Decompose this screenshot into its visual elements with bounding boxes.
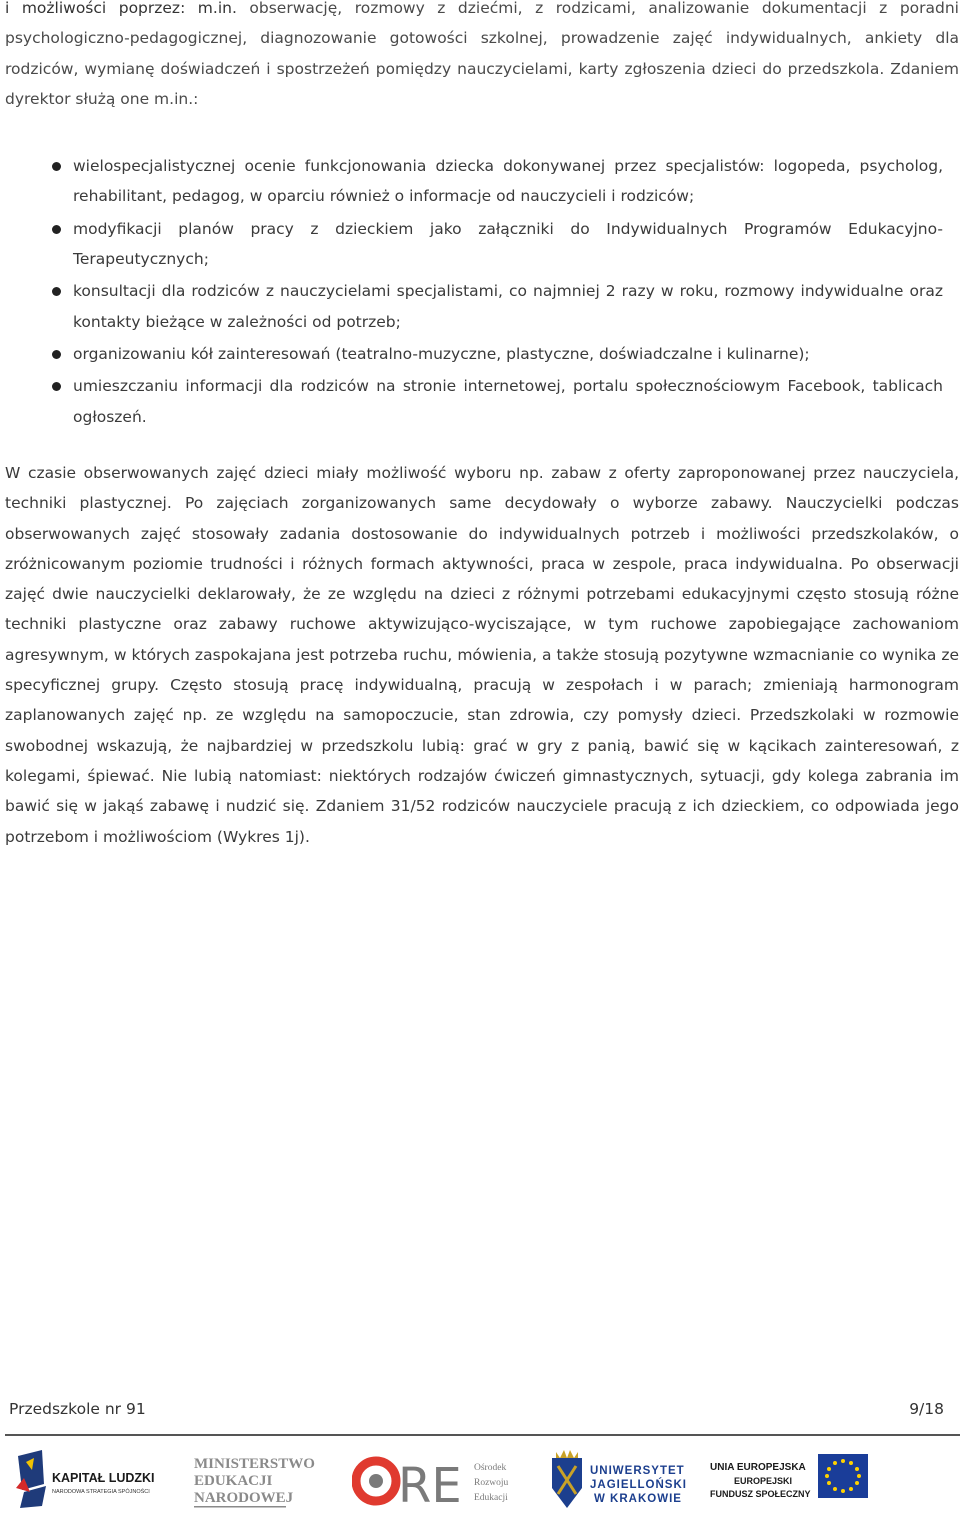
intro-lead: i możliwości poprzez: m.in. (5, 0, 237, 17)
ue-line-2: EUROPEJSKI (734, 1476, 793, 1486)
uj-line-3: W KRAKOWIE (594, 1493, 682, 1505)
footer-divider (5, 1434, 960, 1436)
ore-line-3: Edukacji (474, 1493, 508, 1503)
kl-title: KAPITAŁ LUDZKI (52, 1471, 155, 1485)
list-item-text: modyfikacji planów pracy z dzieckiem jako załączniki do Indywidualnych Programów Edukacyjno-Terapeutycznych; (73, 219, 943, 269)
bullet-dot (52, 162, 61, 171)
list-item-text: konsultacji dla rodziców z nauczycielami specjalistami, co najmniej 2 razy w roku, rozmowy indywidualne oraz kontakty bieżące w zależności od potrzeb; (73, 282, 943, 331)
bullet-dot (52, 382, 61, 391)
intro-text: obserwację, rozmowy z dziećmi, z rodzicami, analizowanie dokumentacji z poradni psychologiczno-pedagogicznej, diagnozowanie gotowości szkolnej, prowadzenie zajęć indywidualnych, ankiety dla rodziców, wymianę doświadczeń i spostrzeżeń pomiędzy nauczycielami, karty zgłoszenia dzieci do przedszkola. Zdaniem dyrektor służą one m.in.: (5, 0, 959, 108)
men-line-2: EDUKACJI (194, 1473, 273, 1489)
footer-school-name: Przedszkole nr 91 (9, 1400, 146, 1418)
ore-wordmark: RE (398, 1458, 462, 1514)
list-item (0, 339, 960, 369)
ue-line-3: FUNDUSZ SPOŁECZNY (710, 1489, 811, 1499)
uj-line-2: JAGIELLOŃSKI (590, 1479, 687, 1491)
sponsor-logos (0, 1440, 960, 1523)
uj-line-1: UNIWERSYTET (590, 1465, 685, 1477)
ue-line-1: UNIA EUROPEJSKA (710, 1462, 806, 1473)
list-item-text: wielospecjalistycznej ocenie funkcjonowania dziecka dokonywanej przez specjalistów: logopeda, psycholog, rehabilitant, pedagog, w oparciu również o informacje od nauczycieli i rodziców; (73, 157, 943, 206)
list-item (0, 276, 960, 337)
ore-logo (352, 1448, 524, 1514)
list-item-text: organizowaniu kół zainteresowań (teatralno-muzyczne, plastyczne, doświadczalne i kulinarne); (73, 345, 810, 364)
kapital-ludzki-logo (12, 1448, 177, 1514)
bullet-list (0, 151, 960, 434)
list-item (0, 371, 960, 432)
bullet-dot (52, 350, 61, 359)
bullet-dot (52, 287, 61, 296)
kl-subtitle: NARODOWA STRATEGIA SPÓJNOŚCI (52, 1489, 150, 1495)
men-line-1: MINISTERSTWO (194, 1456, 315, 1472)
list-item-text: umieszczaniu informacji dla rodziców na stronie internetowej, portalu społecznościowym Facebook, tablicach ogłoszeń. (73, 377, 943, 426)
body-paragraph: W czasie obserwowanych zajęć dzieci miały możliwość wyboru np. zabaw z oferty zaproponowanej przez nauczyciela, techniki plastycznej. Po zajęciach zorganizowanych same decydowały o wyborze zabawy. Nauczycielki podczas obserwowanych zajęć stosowały zadania dostosowanie do indywidualnych potrzeb i możliwości przedszkolaków, o zróżnicowanym poziomie trudności i różnych formach aktywności, praca w zespole, praca indywidualna. Po obserwacji zajęć dwie nauczycielki deklarowały, że ze względu na dzieci z różnymi potrzebami edukacyjnymi często stosują różne techniki plastyczne oraz zabawy ruchowe aktywizująco-wyciszające, w tym ruchowe zapobiegające zachowaniom agresywnym, w których zaspokajana jest potrzeba ruchu, mówienia, a także stosują pozytywne wzmacnianie co wynika ze specyficznej grupy. Często stosują pracę indywidualną, pracują w zespołach i w parach; zmieniają harmonogram zaplanowanych zajęć np. ze względu na samopoczucie, stan zdrowia, czy pomysły dzieci. Przedszkolaki w rozmowie swobodnej wskazują, że najbardziej w przedszkolu lubią: grać w gry z panią, bawić się w kącikach zainteresowań, z kolegami, śpiewać. Nie lubią natomiast: niektórych rodzajów ćwiczeń gimnastycznych, sytuacji, gdy kolega zabrania im bawić się w jakąś zabawę i nudzić się. Zdaniem 31/52 rodziców nauczyciele pracują z ich dzieckiem, co odpowiada jego potrzebom i możliwościom (Wykres 1j). (5, 464, 959, 846)
list-item (0, 151, 960, 212)
list-item (0, 214, 960, 275)
men-logo (192, 1448, 316, 1514)
intro-paragraph (5, 0, 959, 114)
ore-line-1: Ośrodek (474, 1463, 507, 1473)
ue-efs-logo (706, 1448, 872, 1514)
ore-line-2: Rozwoju (474, 1478, 509, 1488)
bullet-dot (52, 225, 61, 234)
men-line-3: NARODOWEJ (194, 1490, 294, 1506)
footer-page-number: 9/18 (909, 1400, 944, 1418)
uj-logo (548, 1448, 688, 1514)
